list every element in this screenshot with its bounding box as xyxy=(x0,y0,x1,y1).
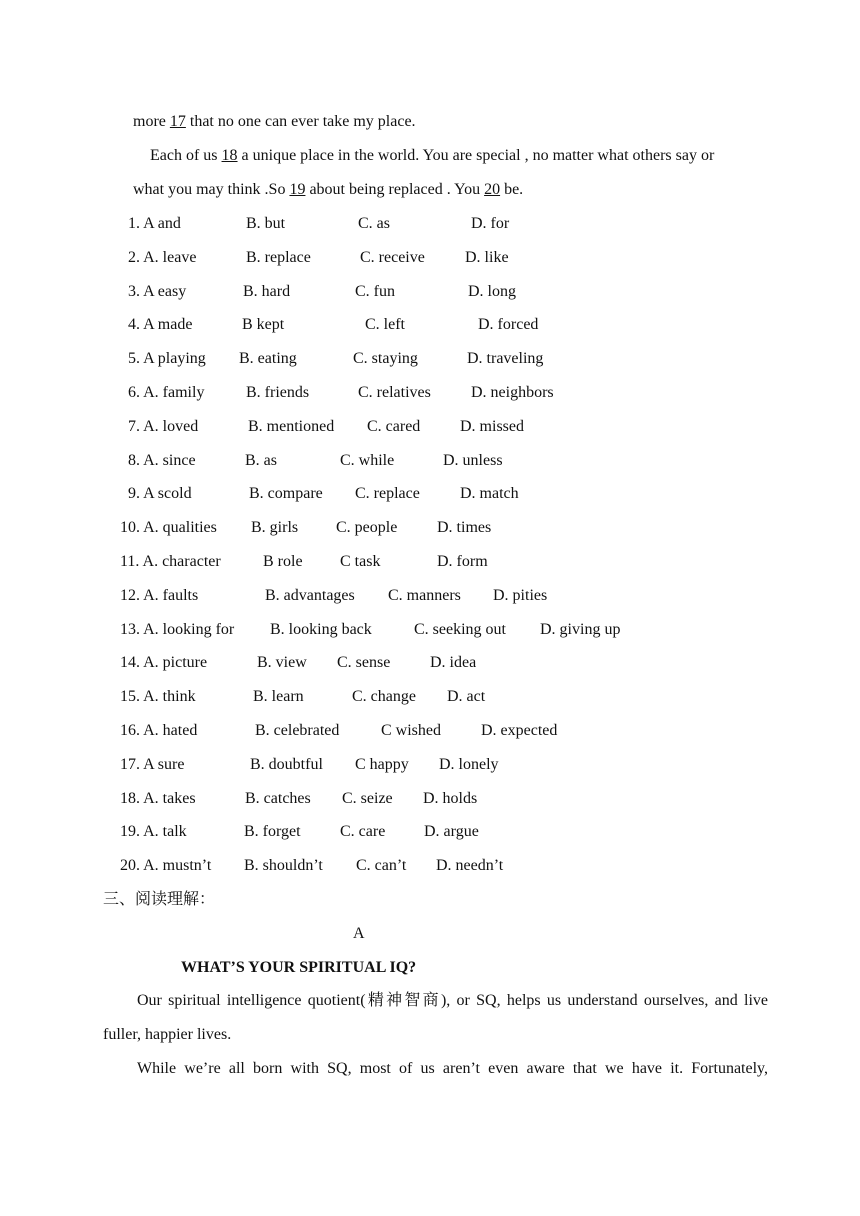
passage-line-2: Each of us 18 a unique place in the world. You are special , no matter what others say or xyxy=(150,147,715,164)
passage-title: WHAT’S YOUR SPIRITUAL IQ? xyxy=(181,959,417,976)
paragraph-1: Our spiritual intelligence quotient(精神智商), or SQ, helps us understand ourselves, and live fuller, happier lives. xyxy=(103,992,768,1043)
option-c: C. fun xyxy=(355,283,395,300)
option-d: D. holds xyxy=(423,790,478,807)
option-b: B. forget xyxy=(244,823,301,840)
option-b: B. mentioned xyxy=(248,418,335,435)
passage-letter: A xyxy=(353,925,365,942)
question-row xyxy=(0,755,860,775)
blank-18: 18 xyxy=(221,147,238,164)
section-heading: 三、阅读理解： xyxy=(103,891,216,908)
question-row xyxy=(0,214,860,234)
option-a: 1. A and xyxy=(128,215,181,232)
option-b: B. but xyxy=(246,215,286,232)
blank-19: 19 xyxy=(289,181,306,198)
option-d: D. act xyxy=(447,688,486,705)
passage-line-1: more 17 that no one can ever take my place. xyxy=(133,113,416,130)
option-a: 2. A. leave xyxy=(128,249,197,266)
option-d: D. argue xyxy=(424,823,479,840)
option-b: B. friends xyxy=(246,384,310,401)
option-a: 14. A. picture xyxy=(120,654,208,671)
blank-17: 17 xyxy=(169,113,186,130)
option-d: D. idea xyxy=(430,654,477,671)
option-a: 13. A. looking for xyxy=(120,621,235,638)
option-c: C. left xyxy=(365,316,405,333)
option-a: 5. A playing xyxy=(128,350,206,367)
option-c: C. change xyxy=(352,688,416,705)
option-c: C happy xyxy=(355,756,409,773)
option-b: B. compare xyxy=(249,485,323,502)
option-d: D. long xyxy=(468,283,516,300)
option-c: C. seize xyxy=(342,790,393,807)
question-row xyxy=(0,856,860,876)
question-row xyxy=(0,417,860,437)
option-b: B. replace xyxy=(246,249,311,266)
option-d: D. needn’t xyxy=(436,857,504,874)
option-d: D. pities xyxy=(493,587,548,604)
option-a: 10. A. qualities xyxy=(120,519,217,536)
option-c: C task xyxy=(340,553,381,570)
option-a: 4. A made xyxy=(128,316,193,333)
option-b: B. learn xyxy=(253,688,304,705)
option-d: D. for xyxy=(471,215,510,232)
option-d: D. forced xyxy=(478,316,539,333)
option-a: 3. A easy xyxy=(128,283,187,300)
option-c: C. replace xyxy=(355,485,420,502)
option-b: B. hard xyxy=(243,283,291,300)
option-a: 19. A. talk xyxy=(120,823,187,840)
option-c: C. receive xyxy=(360,249,425,266)
question-row xyxy=(0,451,860,471)
option-b: B. eating xyxy=(239,350,297,367)
option-c: C. can’t xyxy=(356,857,407,874)
question-row xyxy=(0,248,860,268)
option-a: 20. A. mustn’t xyxy=(120,857,212,874)
option-c: C wished xyxy=(381,722,441,739)
question-row xyxy=(0,518,860,538)
option-d: D. neighbors xyxy=(471,384,554,401)
option-a: 16. A. hated xyxy=(120,722,198,739)
option-a: 6. A. family xyxy=(128,384,205,401)
option-c: C. sense xyxy=(337,654,391,671)
option-c: C. while xyxy=(340,452,395,469)
option-c: C. staying xyxy=(353,350,418,367)
option-c: C. manners xyxy=(388,587,461,604)
question-row xyxy=(0,822,860,842)
option-c: C. people xyxy=(336,519,398,536)
question-row xyxy=(0,383,860,403)
question-row xyxy=(0,721,860,741)
option-d: D. times xyxy=(437,519,492,536)
option-a: 15. A. think xyxy=(120,688,196,705)
paragraph-2: While we’re all born with SQ, most of us aren’t even aware that we have it. Fortunately, xyxy=(137,1060,768,1077)
option-d: D. lonely xyxy=(439,756,499,773)
blank-20: 20 xyxy=(484,181,501,198)
option-b: B. looking back xyxy=(270,621,372,638)
question-row xyxy=(0,586,860,606)
option-b: B. view xyxy=(257,654,307,671)
option-d: D. missed xyxy=(460,418,524,435)
option-d: D. giving up xyxy=(540,621,621,638)
question-row xyxy=(0,315,860,335)
question-row xyxy=(0,620,860,640)
option-c: C. as xyxy=(358,215,390,232)
question-row xyxy=(0,484,860,504)
option-a: 9. A scold xyxy=(128,485,192,502)
option-b: B kept xyxy=(242,316,285,333)
question-row xyxy=(0,687,860,707)
question-row xyxy=(0,653,860,673)
option-b: B. as xyxy=(245,452,277,469)
option-a: 12. A. faults xyxy=(120,587,199,604)
option-b: B. doubtful xyxy=(250,756,323,773)
option-b: B. celebrated xyxy=(255,722,340,739)
question-row xyxy=(0,282,860,302)
option-b: B. advantages xyxy=(265,587,355,604)
option-b: B role xyxy=(263,553,303,570)
option-a: 8. A. since xyxy=(128,452,196,469)
option-d: D. traveling xyxy=(467,350,544,367)
option-b: B. shouldn’t xyxy=(244,857,323,874)
option-b: B. girls xyxy=(251,519,299,536)
option-c: C. seeking out xyxy=(414,621,506,638)
question-row xyxy=(0,349,860,369)
option-a: 7. A. loved xyxy=(128,418,199,435)
option-d: D. match xyxy=(460,485,519,502)
option-a: 18. A. takes xyxy=(120,790,196,807)
option-a: 11. A. character xyxy=(120,553,221,570)
question-row xyxy=(0,789,860,809)
option-c: C. relatives xyxy=(358,384,431,401)
passage-line-3: what you may think .So 19 about being replaced . You 20 be. xyxy=(133,181,524,198)
option-a: 17. A sure xyxy=(120,756,185,773)
option-b: B. catches xyxy=(245,790,311,807)
option-d: D. expected xyxy=(481,722,558,739)
option-d: D. unless xyxy=(443,452,503,469)
option-d: D. like xyxy=(465,249,509,266)
option-c: C. cared xyxy=(367,418,421,435)
option-c: C. care xyxy=(340,823,386,840)
option-d: D. form xyxy=(437,553,488,570)
question-row xyxy=(0,552,860,572)
